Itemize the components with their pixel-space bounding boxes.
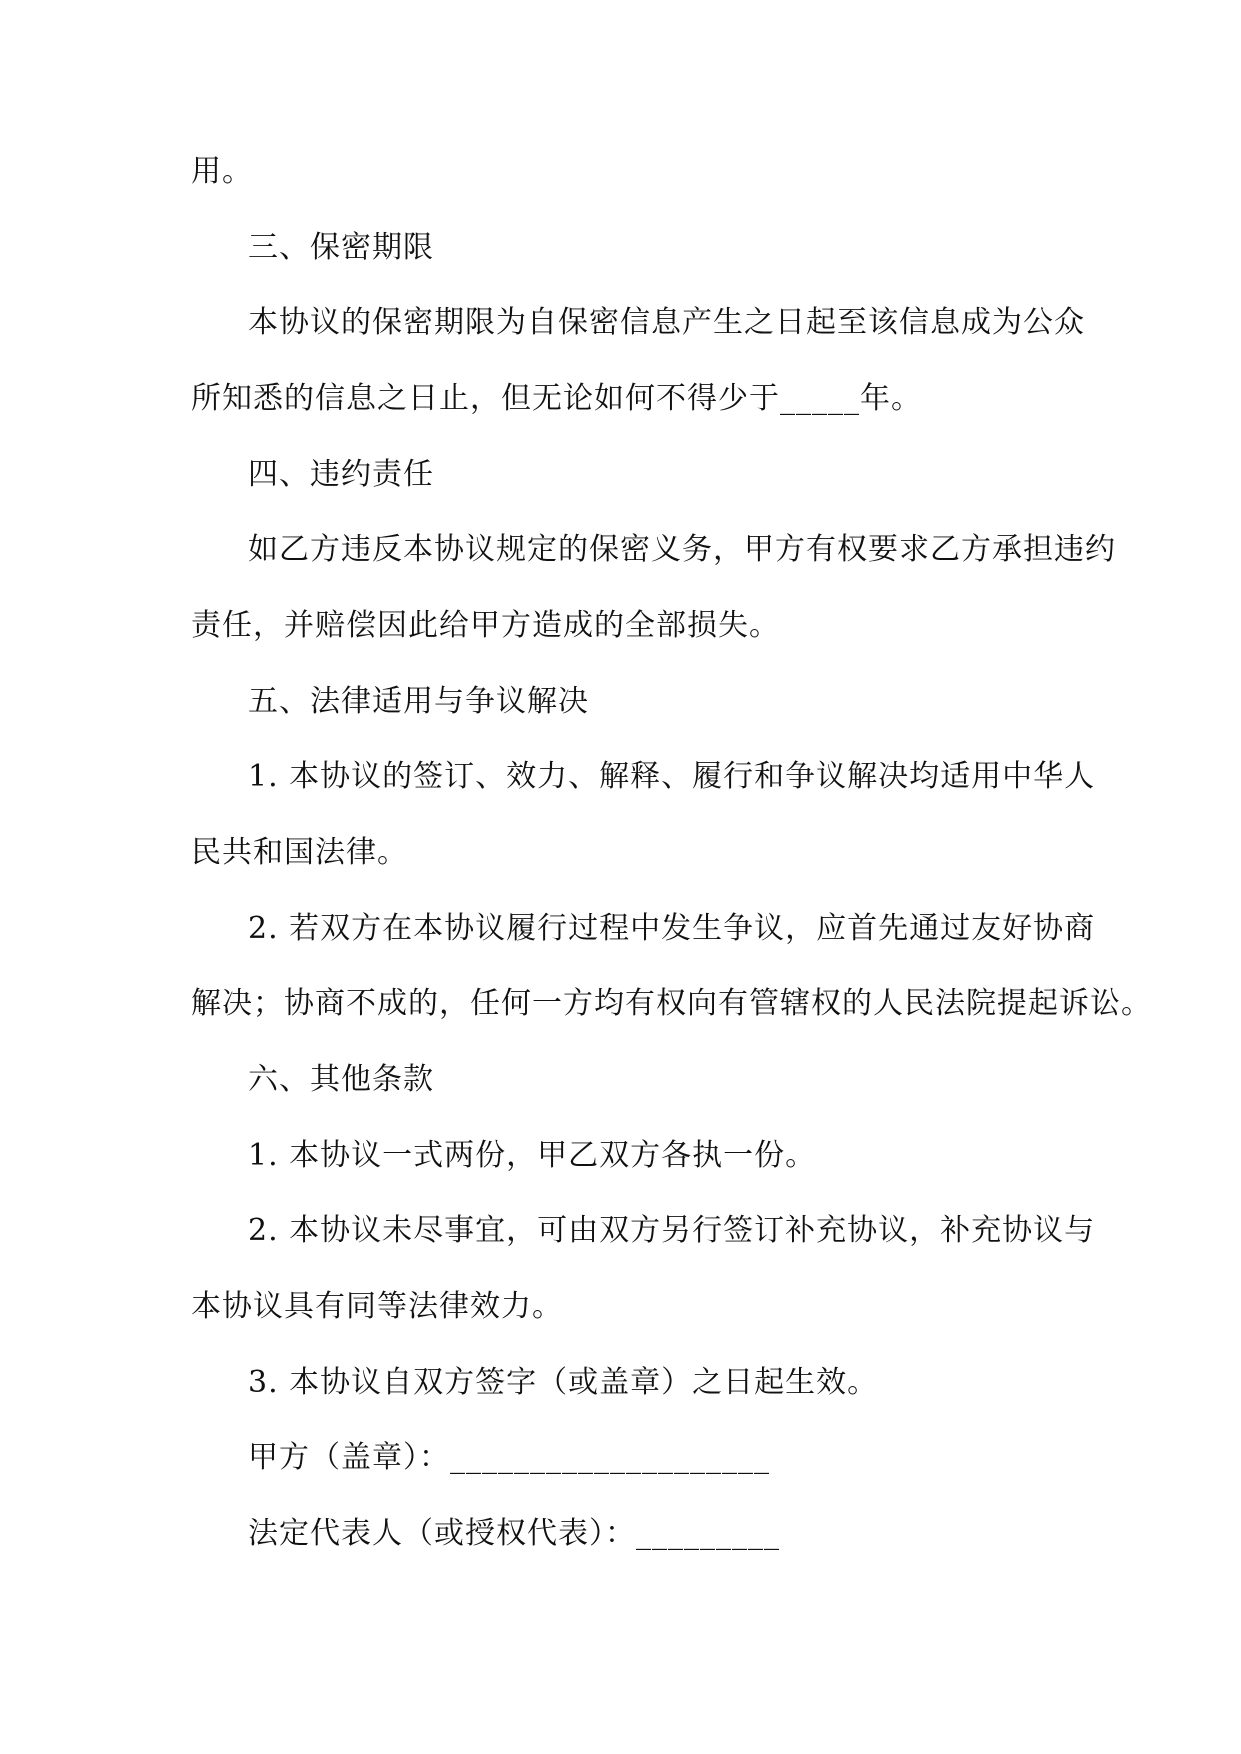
party-a-seal-field: 甲方（盖章）：____________________ <box>248 1440 770 1475</box>
clause-5-1: 1. 本协议的签订、效力、解释、履行和争议解决均适用中华人 <box>248 759 1096 794</box>
body-text-line: 所知悉的信息之日止，但无论如何不得少于_____年。 <box>191 381 922 416</box>
body-text-line: 本协议的保密期限为自保密信息产生之日起至该信息成为公众 <box>248 305 1085 340</box>
body-text-line: 责任，并赔偿因此给甲方造成的全部损失。 <box>191 608 780 643</box>
section-heading-3: 三、保密期限 <box>248 230 434 265</box>
body-text-line: 民共和国法律。 <box>191 835 408 870</box>
section-heading-5: 五、法律适用与争议解决 <box>248 684 589 719</box>
body-text-line: 用。 <box>191 154 253 189</box>
body-text-line: 本协议具有同等法律效力。 <box>191 1289 563 1324</box>
clause-6-2: 2. 本协议未尽事宜，可由双方另行签订补充协议，补充协议与 <box>248 1213 1096 1248</box>
legal-representative-field: 法定代表人（或授权代表）：_________ <box>248 1516 780 1551</box>
clause-5-2: 2. 若双方在本协议履行过程中发生争议，应首先通过友好协商 <box>248 911 1096 946</box>
body-text-line: 如乙方违反本协议规定的保密义务，甲方有权要求乙方承担违约 <box>248 532 1116 567</box>
body-text-line: 解决；协商不成的，任何一方均有权向有管辖权的人民法院提起诉讼。 <box>191 986 1152 1021</box>
section-heading-4: 四、违约责任 <box>248 457 434 492</box>
section-heading-6: 六、其他条款 <box>248 1062 434 1097</box>
clause-6-1: 1. 本协议一式两份，甲乙双方各执一份。 <box>248 1138 817 1173</box>
clause-6-3: 3. 本协议自双方签字（或盖章）之日起生效。 <box>248 1365 879 1400</box>
